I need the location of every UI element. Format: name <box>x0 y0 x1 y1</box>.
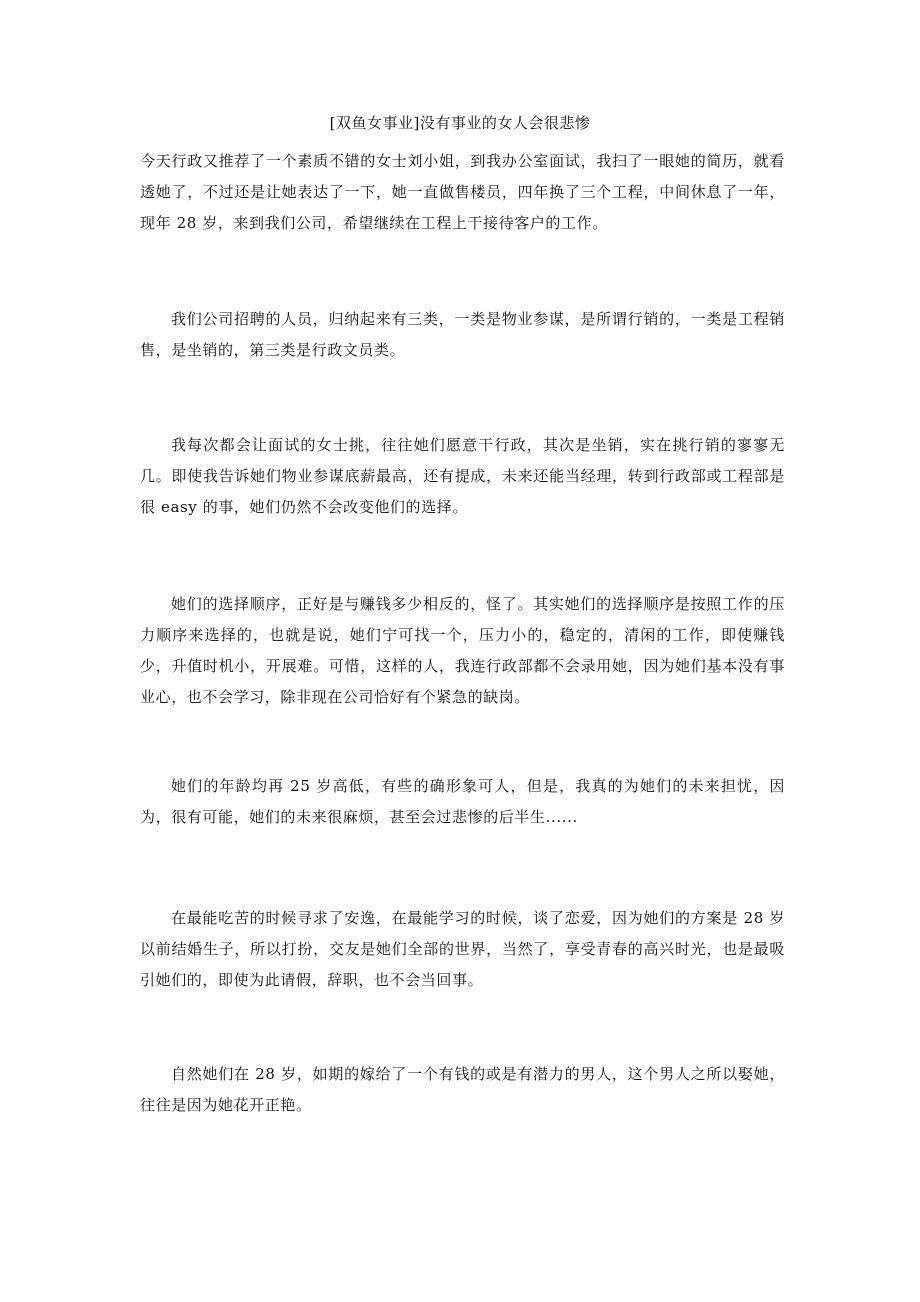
document-title: [双鱼女事业]没有事业的女人会很悲惨 <box>329 114 591 132</box>
paragraph-1: 今天行政又推荐了一个素质不错的女士刘小姐，到我办公室面试，我扫了一眼她的简历，就看透她了，不过还是让她表达了一下，她一直做售楼员，四年换了三个工程，中间休息了一年，现年 28 岁，来到我们公司，希望继续在工程上干接待客户的工作。 <box>140 152 785 232</box>
paragraph-3: 我每次都会让面试的女士挑，往往她们愿意干行政，其次是坐销，实在挑行销的寥寥无几。即使我告诉她们物业参谋底薪最高，还有提成，未来还能当经理，转到行政部或工程部是很 easy 的事，她们仍然不会改变他们的选择。 <box>140 436 785 516</box>
paragraph-5: 她们的年龄均再 25 岁高低，有些的确形象可人，但是，我真的为她们的未来担忧，因为，很有可能，她们的未来很麻烦，甚至会过悲惨的后半生...... <box>140 777 785 826</box>
paragraph-6: 在最能吃苦的时候寻求了安逸，在最能学习的时候，谈了恋爱，因为她们的方案是 28 岁以前结婚生子，所以打扮，交友是她们全部的世界，当然了，享受青春的高兴时光，也是最吸引她们的，即使为此请假，辞职，也不会当回事。 <box>140 909 785 989</box>
paragraph-7: 自然她们在 28 岁，如期的嫁给了一个有钱的或是有潜力的男人，这个男人之所以娶她，往往是因为她花开正艳。 <box>140 1065 785 1114</box>
paragraph-4: 她们的选择顺序，正好是与赚钱多少相反的，怪了。其实她们的选择顺序是按照工作的压力顺序来选择的，也就是说，她们宁可找一个，压力小的，稳定的，清闲的工作，即使赚钱少，升值时机小，开展难。可惜，这样的人，我连行政部都不会录用她，因为她们基本没有事业心，也不会学习，除非现在公司恰好有个紧急的缺岗。 <box>140 595 785 706</box>
paragraph-2: 我们公司招聘的人员，归纳起来有三类，一类是物业参谋，是所谓行销的，一类是工程销售，是坐销的，第三类是行政文员类。 <box>140 310 785 359</box>
